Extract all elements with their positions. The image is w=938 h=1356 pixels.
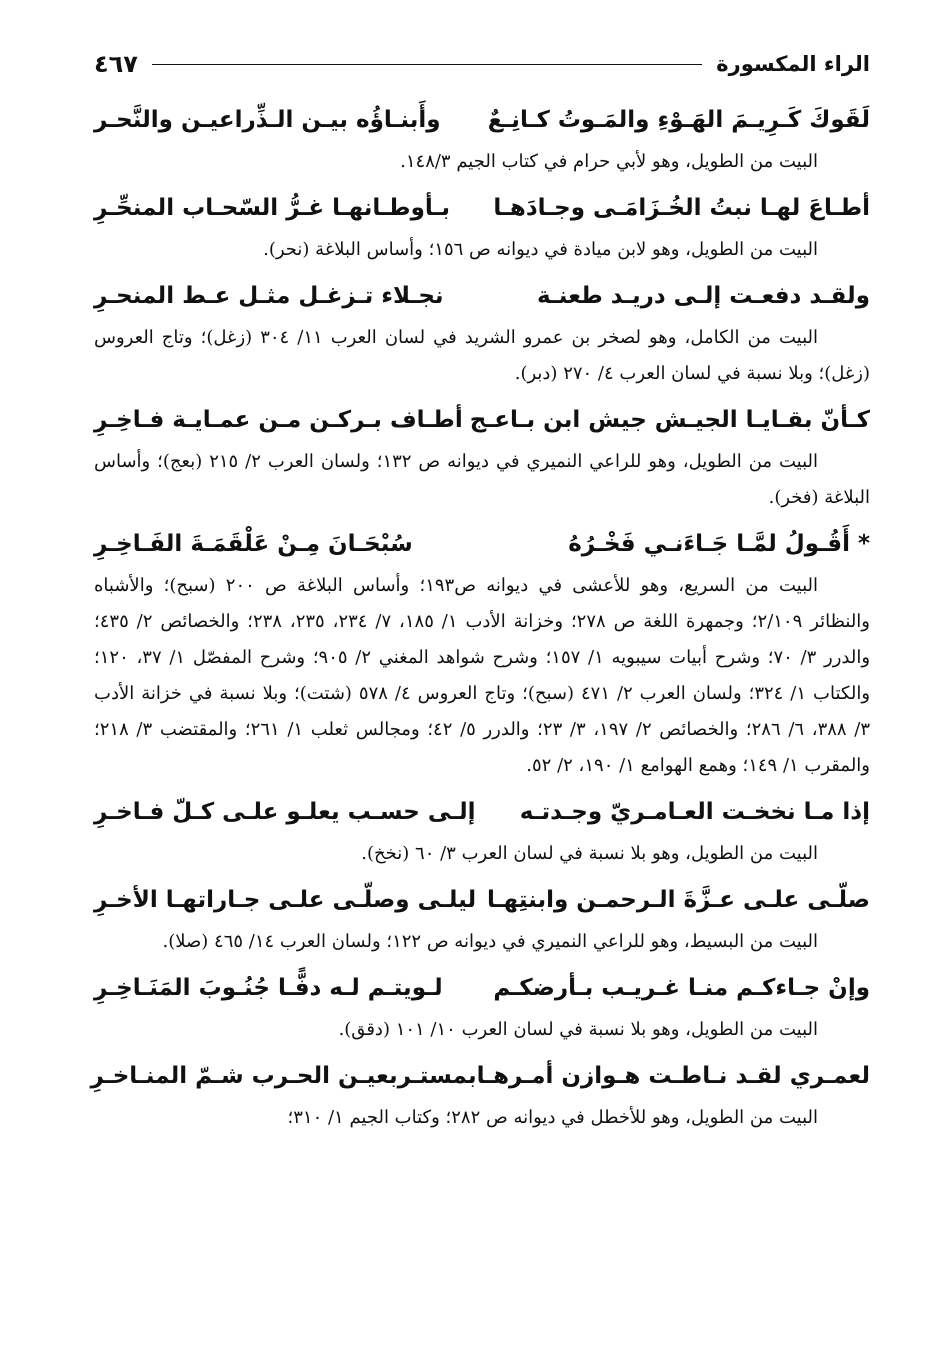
verse-entry bbox=[94, 96, 870, 180]
poetry-verse bbox=[94, 964, 870, 1012]
second-hemistich: وأَبنـاؤُه بيـن الـذِّراعيـن والنَّحـر bbox=[94, 107, 441, 133]
first-hemistich: صلّـى علـى عـزَّةَ الـرحمـن وابنتِهـا bbox=[487, 887, 870, 913]
running-title: الراء المكسورة bbox=[716, 52, 870, 76]
verse-commentary: البيت من الطويل، وهو لأبي حرام في كتاب الجيم ١٤٨/٣. bbox=[400, 151, 818, 172]
verse-entry bbox=[94, 396, 870, 516]
second-hemistich: إلـى حسـب يعلـو علـى كـلّ فـاخـرِ bbox=[94, 799, 476, 825]
header-rule bbox=[152, 64, 702, 65]
second-hemistich: بمستـربعيـن الحـرب شـمّ المنـاخـرِ bbox=[90, 1063, 477, 1089]
verse-commentary: البيت من الطويل، وهو بلا نسبة في لسان العرب ١٠/ ١٠١ (دقق). bbox=[338, 1019, 818, 1040]
verse-commentary: البيت من البسيط، وهو للراعي النميري في ديوانه ص ١٢٢؛ ولسان العرب ١٤/ ٤٦٥ (صلا). bbox=[162, 931, 818, 952]
verse-commentary: البيت من الطويل، وهو لابن ميادة في ديوانه ص ١٥٦؛ وأساس البلاغة (نحر). bbox=[263, 239, 818, 260]
verse-entry bbox=[90, 1052, 870, 1136]
verse-commentary: البيت من الطويل، وهو بلا نسبة في لسان العرب ٣/ ٦٠ (نخخ). bbox=[361, 843, 818, 864]
verse-commentary: البيت من السريع، وهو للأعشى في ديوانه ص١٩٣؛ وأساس البلاغة ص ٢٠٠ (سبح)؛ والأشباه والنظائر ٢/١٠٩؛ وجمهرة اللغة ص ٢٧٨؛ وخزانة الأدب ١/ ١٨٥، ٧/ ٢٣٤، ٢٣٥، ٢٣٨؛ والخصائص ٢/ ٤٣٥؛ والدرر ٣/ ٧٠؛ وشرح أبيات سيبويه ١/ ١٥٧؛ وشرح شواهد المغني ٢/ ٩٠٥؛ وشرح المفصّل ١/ ٣٧، ١٢٠؛ والكتاب ١/ ٣٢٤؛ ولسان العرب ٢/ ٤٧١ (سبح)؛ وتاج العروس ٤/ ٥٧٨ (شتت)؛ وبلا نسبة في خزانة الأدب ٣/ ٣٨٨، ٦/ ٢٨٦؛ والخصائص ٢/ ١٩٧، ٣/ ٢٣؛ والدرر ٥/ ٤٢؛ ومجالس ثعلب ١/ ٢٦١؛ والمقتضب ٣/ ٢١٨؛ والمقرب ١/ ١٤٩؛ وهمع الهوامع ١/ ١٩٠، ٢/ ٥٢. bbox=[94, 575, 871, 776]
poetry-verse bbox=[90, 1052, 870, 1100]
verse-commentary: البيت من الطويل، وهو للأخطل في ديوانه ص ٢٨٢؛ وكتاب الجيم ١/ ٣١٠؛ bbox=[287, 1107, 818, 1128]
verse-entry bbox=[94, 788, 870, 872]
first-hemistich: * أَقُـولُ لمَّـا جَـاءَنـي فَخْـرُهُ bbox=[568, 531, 870, 557]
page-header bbox=[94, 40, 870, 88]
poetry-verse bbox=[94, 788, 870, 836]
verse-commentary: البيت من الكامل، وهو لصخر بن عمرو الشريد في لسان العرب ١١/ ٣٠٤ (زغل)؛ وتاج العروس (زغل)؛ وبلا نسبة في لسان العرب ٤/ ٢٧٠ (دبر). bbox=[94, 327, 870, 384]
second-hemistich: نجـلاء تـزغـل مثـل عـط المنحـرِ bbox=[94, 283, 444, 309]
first-hemistich: كـأنّ بقـايـا الجيـش جيش ابن بـاعـج bbox=[469, 407, 870, 433]
first-hemistich: وإنْ جـاءكـم منـا غـريـب بـأرضكـم bbox=[493, 975, 870, 1001]
poetry-verse bbox=[94, 184, 870, 232]
poetry-verse bbox=[94, 876, 870, 924]
first-hemistich: ولقـد دفعـت إلـى دريـد طعنـة bbox=[536, 283, 870, 309]
verse-entry bbox=[94, 876, 870, 960]
poetry-verse bbox=[94, 520, 870, 568]
first-hemistich: أطـاعَ لهـا نبتُ الخُـزَامَـى وجـادَهـا bbox=[493, 195, 870, 221]
verse-entry bbox=[94, 964, 870, 1048]
second-hemistich: لـويتـم لـه دفًّـا جُنُـوبَ المَنَـاخِـرِ bbox=[94, 975, 443, 1001]
poetry-verse bbox=[94, 396, 870, 444]
verse-entry bbox=[94, 184, 870, 268]
verse-entries bbox=[90, 96, 871, 1136]
first-hemistich: إذا مـا نخخـت العـامـريّ وجـدتـه bbox=[519, 799, 870, 825]
page-number: ٤٦٧ bbox=[94, 50, 138, 78]
second-hemistich: بـأوطـانهـا غـرُّ السّحـاب المنحِّـرِ bbox=[94, 195, 450, 221]
poetry-verse bbox=[94, 96, 870, 144]
first-hemistich: لعمـري لقـد نـاطـت هـوازن أمـرهـا bbox=[476, 1063, 870, 1089]
poetry-verse bbox=[94, 272, 870, 320]
verse-commentary: البيت من الطويل، وهو للراعي النميري في ديوانه ص ١٣٢؛ ولسان العرب ٢/ ٢١٥ (بعج)؛ وأساس البلاغة (فخر). bbox=[94, 451, 870, 508]
second-hemistich: ليلـى وصلّـى علـى جـاراتهـا الأخـرِ bbox=[94, 887, 477, 913]
second-hemistich: أطـاف بـركـن مـن عمـايـة فـاخِـرِ bbox=[94, 407, 463, 433]
second-hemistich: سُبْحَـانَ مِـنْ عَلْقَمَـةَ الفَـاخِـرِ bbox=[94, 531, 413, 557]
first-hemistich: لَقَوكَ كَـرِيـمَ الهَـوْءِ والمَـوتُ كـانِـعٌ bbox=[487, 107, 870, 133]
verse-entry bbox=[94, 520, 870, 784]
verse-entry bbox=[94, 272, 870, 392]
